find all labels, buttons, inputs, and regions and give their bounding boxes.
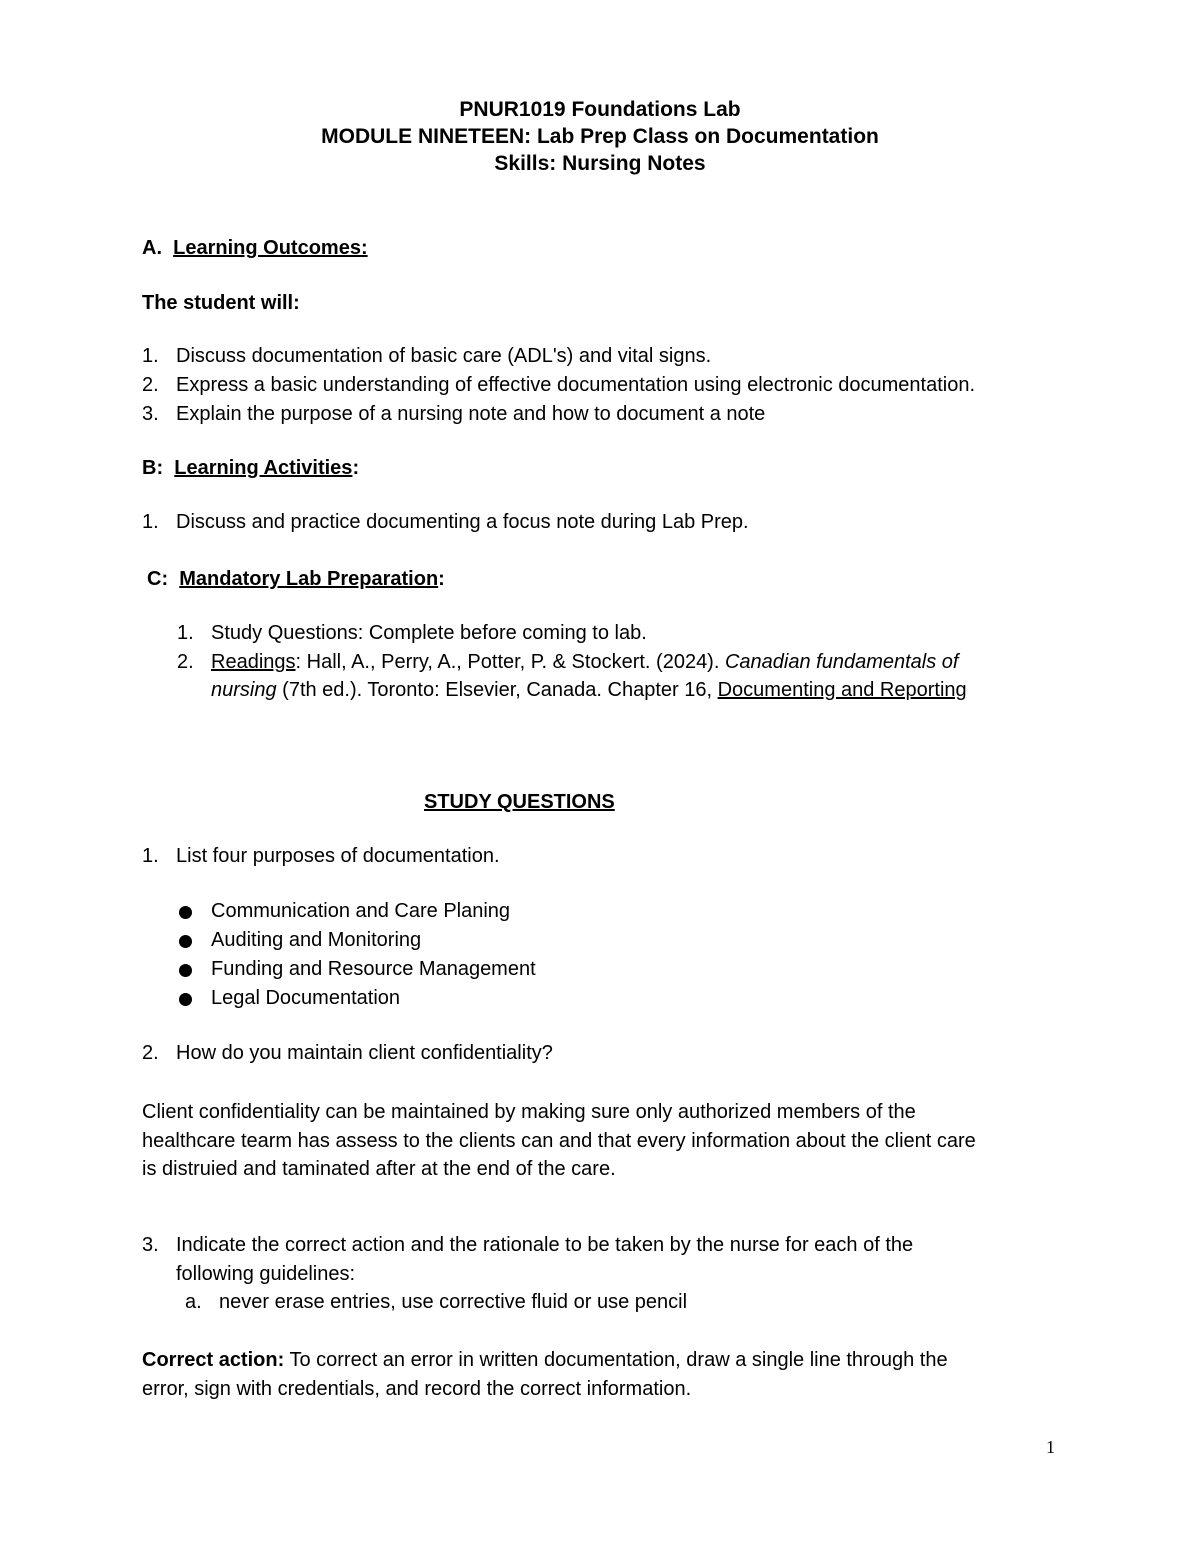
book-title-part-1: Canadian fundamentals of bbox=[724, 651, 959, 673]
q3-sub-letter: a. bbox=[185, 1291, 202, 1313]
correct-action-line-1 bbox=[142, 1348, 948, 1372]
q3-text-line-1: Indicate the correct action and the rationale to be taken by the nurse for each of the bbox=[176, 1234, 914, 1256]
purpose-item-2: Auditing and Monitoring bbox=[211, 929, 422, 951]
outcome-num-2: 2. bbox=[142, 374, 159, 396]
q3-text-line-2: following guidelines: bbox=[176, 1263, 356, 1285]
q2-num: 2. bbox=[142, 1042, 159, 1064]
reading-line-2 bbox=[211, 678, 967, 702]
correct-action-label: Correct action: bbox=[142, 1349, 285, 1371]
activity-text-1: Discuss and practice documenting a focus note during Lab Prep. bbox=[176, 511, 749, 533]
reading-citation-b: (7th ed.). Toronto: Elsevier, Canada. Chapter 16, bbox=[276, 679, 718, 701]
section-c-title: Mandatory Lab Preparation bbox=[179, 568, 439, 590]
page-number: 1 bbox=[1046, 1437, 1055, 1457]
section-b-title: Learning Activities bbox=[174, 457, 353, 479]
course-title: PNUR1019 Foundations Lab bbox=[459, 98, 741, 121]
outcome-text-2: Express a basic understanding of effective documentation using electronic documentation. bbox=[176, 374, 976, 396]
activity-num-1: 1. bbox=[142, 511, 159, 533]
section-c-letter: C: bbox=[147, 568, 169, 590]
section-c-heading bbox=[147, 567, 445, 591]
section-b-letter: B: bbox=[142, 457, 164, 479]
purpose-item-1: Communication and Care Planing bbox=[211, 900, 511, 922]
outcome-text-3: Explain the purpose of a nursing note and how to document a note bbox=[176, 403, 766, 425]
bullet-dot bbox=[179, 935, 192, 948]
q3-sub-text: never erase entries, use corrective fluid or use pencil bbox=[219, 1291, 688, 1313]
outcome-text-1: Discuss documentation of basic care (ADL's) and vital signs. bbox=[176, 345, 712, 367]
outcome-num-1: 1. bbox=[142, 345, 159, 367]
q3-num: 3. bbox=[142, 1234, 159, 1256]
q2-answer-line-3: is distruied and taminated after at the end of the care. bbox=[142, 1158, 616, 1180]
outcome-num-3: 3. bbox=[142, 403, 159, 425]
section-b-heading bbox=[142, 456, 359, 480]
prep-num-2: 2. bbox=[177, 651, 194, 673]
correct-action-text-1: To correct an error in written documentation, draw a single line through the bbox=[284, 1349, 948, 1371]
section-c-colon: : bbox=[438, 568, 445, 590]
chapter-title: Documenting and Reporting bbox=[717, 679, 967, 701]
book-title-part-2: nursing bbox=[211, 679, 277, 701]
purpose-item-3: Funding and Resource Management bbox=[211, 958, 536, 980]
prep-text-1: Study Questions: Complete before coming to lab. bbox=[211, 622, 647, 644]
q2-text: How do you maintain client confidentiality? bbox=[176, 1042, 553, 1064]
bullet-dot bbox=[179, 993, 192, 1006]
bullet-dot bbox=[179, 906, 192, 919]
skills-title: Skills: Nursing Notes bbox=[494, 152, 706, 175]
section-b-colon: : bbox=[352, 457, 360, 479]
q1-num: 1. bbox=[142, 845, 159, 867]
reading-line-1 bbox=[211, 650, 958, 674]
purpose-item-4: Legal Documentation bbox=[211, 987, 401, 1009]
q2-answer-line-1: Client confidentiality can be maintained by making sure only authorized members of the bbox=[142, 1101, 916, 1123]
prep-num-1: 1. bbox=[177, 622, 194, 644]
section-a-heading bbox=[142, 236, 368, 260]
q1-text: List four purposes of documentation. bbox=[176, 845, 500, 867]
section-a-title: Learning Outcomes: bbox=[173, 237, 368, 259]
readings-label: Readings bbox=[211, 651, 296, 673]
section-a-intro: The student will: bbox=[142, 292, 300, 314]
reading-citation-a: : Hall, A., Perry, A., Potter, P. & Stockert. (2024). bbox=[295, 651, 725, 673]
correct-action-line-2: error, sign with credentials, and record the correct information. bbox=[142, 1378, 692, 1400]
module-title: MODULE NINETEEN: Lab Prep Class on Documentation bbox=[321, 125, 879, 148]
bullet-dot bbox=[179, 964, 192, 977]
q2-answer-line-2: healthcare tearm has assess to the clients can and that every information about the client care bbox=[142, 1130, 976, 1152]
study-questions-heading: STUDY QUESTIONS bbox=[424, 791, 615, 813]
section-a-letter: A. bbox=[142, 237, 162, 259]
